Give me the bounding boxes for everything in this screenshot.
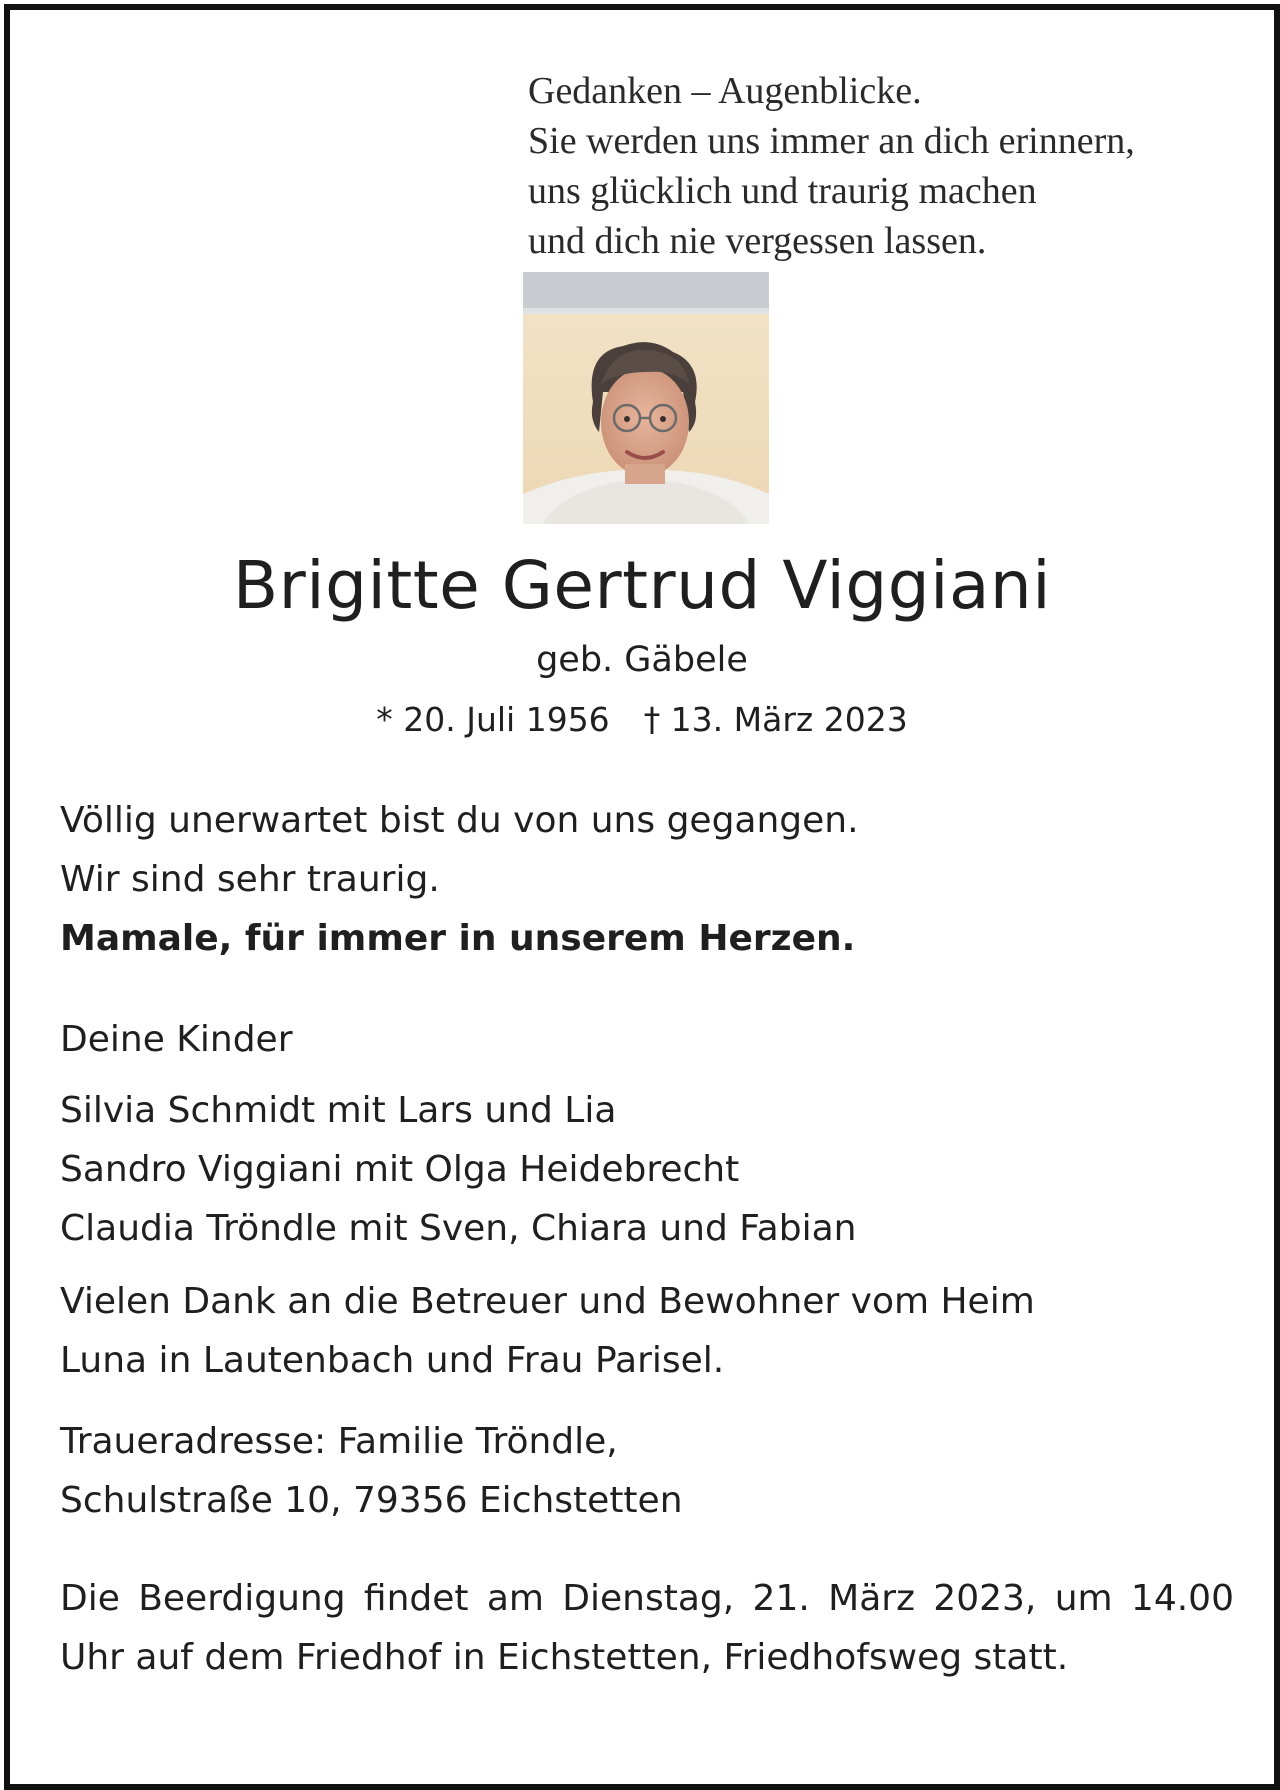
thanks-line: Luna in Lautenbach und Frau Parisel. (60, 1340, 725, 1381)
life-dates (10, 698, 1274, 742)
mourner-name: Silvia Schmidt mit Lars und Lia (60, 1090, 617, 1131)
birth-date: * 20. Juli 1956 (376, 700, 610, 739)
death-date: † 13. März 2023 (643, 700, 908, 739)
address-line: Schulstraße 10, 79356 Eichstetten (60, 1480, 683, 1521)
address-line: Traueradresse: Familie Tröndle, (60, 1421, 618, 1462)
message-block (60, 791, 1234, 968)
message-line: Wir sind sehr traurig. (60, 859, 440, 900)
mourning-address (60, 1412, 1234, 1530)
mourners-heading: Deine Kinder (60, 1019, 293, 1060)
obituary-frame (4, 4, 1280, 1790)
poem-line: Sie werden uns immer an dich erinnern, (528, 120, 1135, 162)
poem (528, 66, 1268, 266)
thanks-block (60, 1272, 1234, 1390)
poem-line: und dich nie vergessen lassen. (528, 220, 987, 262)
poem-line: uns glücklich und traurig machen (528, 170, 1037, 212)
portrait-photo (523, 272, 769, 524)
poem-line: Gedanken – Augenblicke. (528, 70, 922, 112)
birth-name: geb. Gäbele (536, 640, 748, 680)
message-line: Völlig unerwartet bist du von uns gegangen. (60, 800, 859, 841)
thanks-line: Vielen Dank an die Betreuer und Bewohner vom Heim (60, 1281, 1035, 1322)
message-emphasis: Mamale, für immer in unserem Herzen. (60, 918, 856, 959)
mourner-name: Sandro Viggiani mit Olga Heidebrecht (60, 1149, 740, 1190)
deceased-name: Brigitte Gertrud Viggiani (232, 547, 1052, 624)
funeral-notice: Die Beerdigung findet am Dienstag, 21. März 2023, um 14.00 Uhr auf dem Friedhof in Eichstetten, Friedhofsweg statt. (60, 1578, 1234, 1678)
mourner-name: Claudia Tröndle mit Sven, Chiara und Fabian (60, 1208, 857, 1249)
mourners-list (60, 1081, 1234, 1258)
